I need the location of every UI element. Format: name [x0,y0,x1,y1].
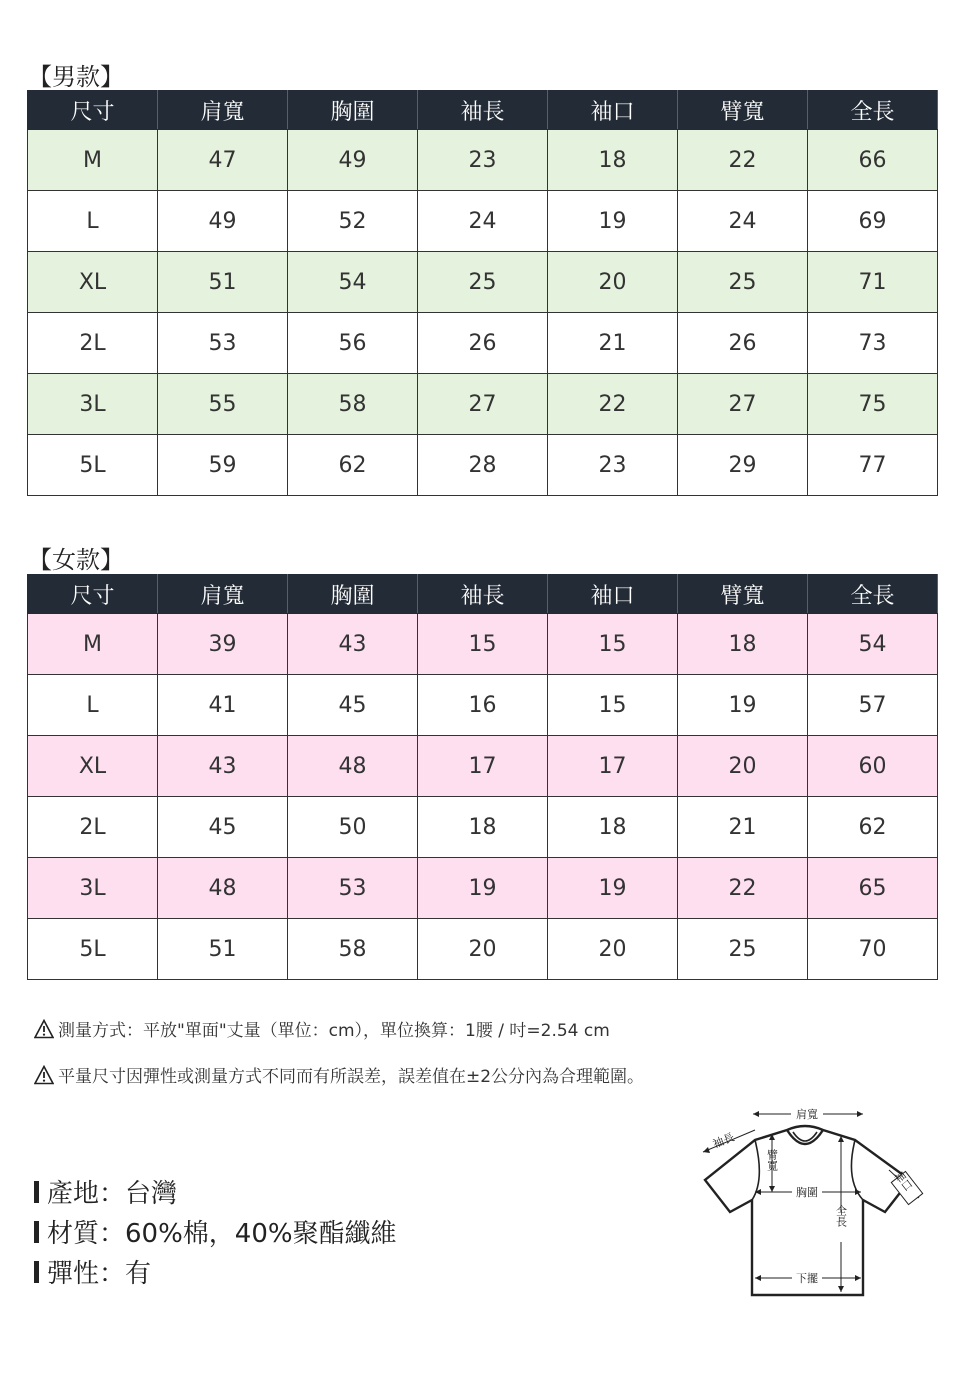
size-cell: 3L [28,374,158,435]
measurement-cell: 23 [418,130,548,191]
measurement-cell: 51 [158,252,288,313]
measurement-cell: 28 [418,435,548,496]
measurement-cell: 15 [548,614,678,675]
measurement-cell: 53 [288,858,418,919]
column-header: 肩寬 [158,575,288,614]
spec-elasticity [34,1253,151,1290]
collar-outer [787,1130,823,1144]
column-header: 全長 [808,575,938,614]
bullet-bar-icon [34,1261,39,1283]
column-header: 臂寬 [678,575,808,614]
measurement-cell: 69 [808,191,938,252]
measurement-cell: 18 [548,130,678,191]
measurement-cell: 49 [158,191,288,252]
measurement-cell: 24 [418,191,548,252]
measurement-cell: 43 [158,736,288,797]
measurement-cell: 51 [158,919,288,980]
column-header: 全長 [808,91,938,130]
size-cell: 5L [28,919,158,980]
measurement-cell: 18 [418,797,548,858]
measurement-cell: 19 [418,858,548,919]
measurement-cell: 25 [678,252,808,313]
measurement-cell: 25 [418,252,548,313]
size-cell: XL [28,252,158,313]
measurement-cell: 24 [678,191,808,252]
measurement-cell: 26 [418,313,548,374]
measurement-cell: 17 [418,736,548,797]
table-row [28,919,938,980]
measurement-cell: 53 [158,313,288,374]
arm-width-label: 臂寬 [765,1149,779,1171]
spec-text: 產地：台灣 [47,1179,178,1209]
table-row [28,797,938,858]
size-cell: M [28,614,158,675]
measurement-cell: 21 [678,797,808,858]
size-cell: L [28,191,158,252]
men-header-row [28,91,938,130]
measurement-cell: 22 [678,130,808,191]
column-header: 肩寬 [158,91,288,130]
measurement-cell: 23 [548,435,678,496]
measurement-cell: 75 [808,374,938,435]
measurement-cell: 20 [678,736,808,797]
measurement-cell: 54 [808,614,938,675]
measurement-cell: 62 [288,435,418,496]
column-header: 袖長 [418,91,548,130]
note-text: 平量尺寸因彈性或測量方式不同而有所誤差，誤差值在±2公分內為合理範圍。 [58,1067,645,1087]
women-section-title: 【女款】 [28,546,124,574]
column-header: 尺寸 [28,575,158,614]
measurement-cell: 20 [418,919,548,980]
cuff-label: 袖口 [890,1168,915,1194]
table-row [28,675,938,736]
women-header-row [28,575,938,614]
size-cell: XL [28,736,158,797]
measurement-cell: 56 [288,313,418,374]
spec-text: 彈性：有 [47,1259,152,1289]
measurement-cell: 27 [678,374,808,435]
measurement-cell: 20 [548,919,678,980]
table-row [28,252,938,313]
measurement-cell: 66 [808,130,938,191]
measurement-cell: 22 [678,858,808,919]
measurement-cell: 21 [548,313,678,374]
size-cell: 2L [28,313,158,374]
shoulder-label: 肩寬 [796,1108,818,1121]
measurement-cell: 26 [678,313,808,374]
measurement-cell: 57 [808,675,938,736]
measurement-cell: 39 [158,614,288,675]
table-row [28,130,938,191]
column-header: 胸圍 [288,91,418,130]
measurement-cell: 55 [158,374,288,435]
measurement-cell: 15 [548,675,678,736]
measurement-cell: 52 [288,191,418,252]
spec-text: 材質：60%棉，40%聚酯纖維 [47,1219,397,1249]
table-row [28,435,938,496]
measurement-cell: 15 [418,614,548,675]
men-section-title: 【男款】 [28,63,124,91]
hem-label: 下擺 [796,1272,818,1285]
spec-material [34,1213,397,1250]
measurement-cell: 77 [808,435,938,496]
tshirt-measurement-diagram [695,1100,935,1305]
measurement-cell: 62 [808,797,938,858]
measurement-cell: 20 [548,252,678,313]
measurement-cell: 49 [288,130,418,191]
length-label: 全長 [834,1205,848,1227]
measurement-cell: 17 [548,736,678,797]
note-text: 測量方式：平放"單面"丈量（單位：cm），單位換算：1腰 / 吋=2.54 cm [58,1021,610,1041]
measurement-cell: 48 [288,736,418,797]
measurement-cell: 50 [288,797,418,858]
table-row [28,736,938,797]
measurement-cell: 29 [678,435,808,496]
measurement-note [34,1016,610,1041]
measurement-cell: 19 [678,675,808,736]
measurement-cell: 65 [808,858,938,919]
column-header: 袖長 [418,575,548,614]
measurement-cell: 54 [288,252,418,313]
measurement-cell: 47 [158,130,288,191]
size-cell: 2L [28,797,158,858]
size-cell: L [28,675,158,736]
warning-icon [34,1065,54,1085]
measurement-cell: 59 [158,435,288,496]
column-header: 臂寬 [678,91,808,130]
measurement-cell: 70 [808,919,938,980]
table-row [28,374,938,435]
column-header: 胸圍 [288,575,418,614]
measurement-cell: 19 [548,858,678,919]
measurement-cell: 18 [678,614,808,675]
measurement-cell: 41 [158,675,288,736]
men-size-table [27,90,938,496]
size-cell: 3L [28,858,158,919]
measurement-cell: 43 [288,614,418,675]
size-cell: M [28,130,158,191]
measurement-cell: 22 [548,374,678,435]
table-row [28,313,938,374]
measurement-cell: 19 [548,191,678,252]
bullet-bar-icon [34,1221,39,1243]
measurement-cell: 45 [288,675,418,736]
column-header: 尺寸 [28,91,158,130]
chest-label: 胸圍 [796,1186,818,1199]
measurement-cell: 45 [158,797,288,858]
measurement-cell: 16 [418,675,548,736]
measurement-cell: 73 [808,313,938,374]
size-cell: 5L [28,435,158,496]
sleeve-length-label: 袖長 [711,1130,737,1151]
tshirt-outline [705,1126,910,1295]
measurement-cell: 27 [418,374,548,435]
measurement-cell: 58 [288,919,418,980]
table-row [28,614,938,675]
tolerance-note [34,1062,644,1087]
table-row [28,858,938,919]
measurement-cell: 58 [288,374,418,435]
column-header: 袖口 [548,91,678,130]
measurement-cell: 18 [548,797,678,858]
spec-origin [34,1173,177,1210]
column-header: 袖口 [548,575,678,614]
table-row [28,191,938,252]
measurement-cell: 71 [808,252,938,313]
measurement-cell: 25 [678,919,808,980]
measurement-cell: 48 [158,858,288,919]
measurement-cell: 60 [808,736,938,797]
warning-icon [34,1019,54,1039]
women-size-table [27,574,938,980]
bullet-bar-icon [34,1181,39,1203]
